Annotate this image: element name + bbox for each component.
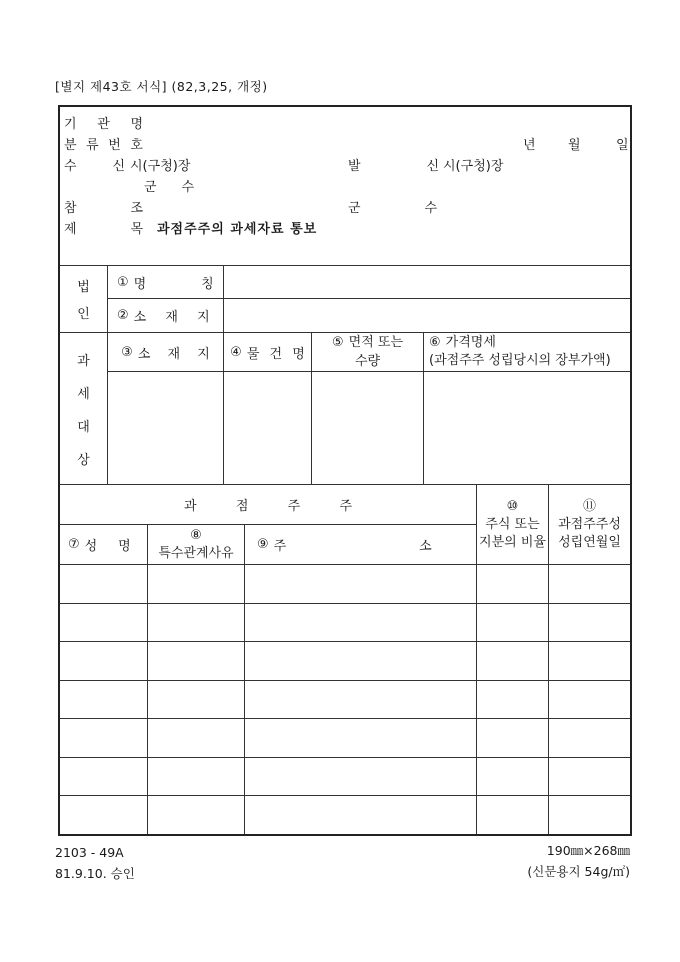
name-cell	[60, 758, 148, 796]
sender-row	[348, 155, 503, 174]
subject-row	[64, 218, 317, 237]
price-detail-value-cell	[424, 372, 630, 484]
share-ratio-cell	[477, 758, 549, 796]
establishment-date-cell	[549, 796, 630, 834]
recipient-alt-value: 군 수	[144, 180, 194, 195]
shareholders-group-label: 과 점 주 주	[184, 499, 352, 514]
paper-spec: (신문용지 54g/㎡)	[527, 864, 630, 879]
price-detail-header-cell	[424, 333, 630, 372]
circled-11-icon: ⑪	[582, 498, 596, 514]
area-quantity-value-cell	[312, 372, 424, 484]
corp-address-value-cell	[224, 299, 630, 332]
sender-alt-value: 군 수	[348, 201, 437, 216]
property-name-value-cell	[224, 372, 312, 484]
corp-address-label-cell	[108, 299, 224, 332]
name-header-cell	[60, 525, 148, 565]
recipient-label: 수 신	[64, 159, 125, 174]
name-cell	[60, 796, 148, 834]
corporation-section-label	[60, 266, 108, 332]
tax-object-section-label	[60, 333, 108, 484]
circled-4-icon: ④	[230, 344, 242, 360]
circled-2-icon: ②	[117, 308, 129, 323]
share-ratio-cell	[477, 642, 549, 680]
shareholders-group-header-cell	[60, 485, 477, 525]
corporation-section	[60, 265, 630, 332]
circled-3-icon: ③	[121, 344, 133, 360]
address-cell	[245, 604, 477, 642]
sender-value: 시(구청)장	[443, 159, 504, 174]
establishment-date-cell	[549, 604, 630, 642]
shareholders-section	[60, 484, 630, 834]
circled-7-icon: ⑦	[68, 537, 80, 552]
establishment-date-cell	[549, 642, 630, 680]
table-row	[60, 796, 630, 834]
corp-name-label: 명 칭	[133, 276, 214, 292]
share-ratio-label2: 지분의 비율	[479, 534, 546, 550]
address-cell	[245, 642, 477, 680]
location-value-cell	[108, 372, 224, 484]
agency-name-row	[64, 113, 143, 132]
establishment-date-cell	[549, 719, 630, 757]
form-revision-note: [별지 제43호 서식] (82,3,25, 개정)	[55, 79, 268, 94]
sender-alt-row	[348, 197, 437, 216]
reference-label: 참 조	[64, 201, 143, 216]
corporation-section-label-text: 법 인	[77, 280, 90, 322]
address-cell	[245, 719, 477, 757]
recipient-row	[64, 155, 190, 174]
circled-8-icon: ⑧	[190, 527, 202, 543]
share-ratio-cell	[477, 604, 549, 642]
footer-left	[55, 842, 135, 884]
table-row	[60, 719, 630, 758]
special-relation-cell	[148, 565, 245, 603]
property-name-header-cell	[224, 333, 312, 372]
circled-6-icon: ⑥	[429, 335, 441, 350]
form-table	[58, 105, 632, 836]
table-row	[60, 642, 630, 681]
form-code: 2103 - 49A	[55, 845, 124, 860]
tax-object-section-label-text: 과 세 대 상	[77, 353, 90, 468]
table-row	[60, 681, 630, 720]
special-relation-header-cell	[148, 525, 245, 565]
shareholders-header	[60, 485, 630, 565]
share-ratio-cell	[477, 565, 549, 603]
date-day-label: 일	[616, 138, 629, 153]
circled-5-icon: ⑤	[331, 335, 344, 350]
agency-name-label: 기 관 명	[64, 117, 143, 132]
establishment-date-cell	[549, 565, 630, 603]
circled-9-icon: ⑨	[257, 537, 269, 552]
name-cell	[60, 719, 148, 757]
address-header-cell	[245, 525, 477, 565]
area-quantity-label2: 수량	[354, 354, 381, 369]
shareholders-table-body	[60, 565, 630, 834]
share-ratio-label1: 주식 또는	[485, 516, 540, 532]
tax-object-section	[60, 332, 630, 484]
special-relation-cell	[148, 796, 245, 834]
corp-name-label-cell	[108, 266, 224, 299]
establishment-date-cell	[549, 758, 630, 796]
recipient-value: 시(구청)장	[130, 159, 191, 174]
circled-1-icon: ①	[117, 274, 129, 290]
classification-number-label: 분 류 번 호	[64, 138, 143, 153]
share-ratio-header-cell	[477, 485, 549, 565]
subject-label: 제 목	[64, 222, 143, 237]
recipient-alt-row	[144, 176, 194, 195]
circled-10-icon: ⑩	[506, 498, 519, 514]
name-cell	[60, 681, 148, 719]
establishment-date-cell	[549, 681, 630, 719]
name-header-label: 성 명	[84, 539, 131, 554]
area-quantity-label1: 면적 또는	[348, 335, 404, 350]
letterhead-section	[60, 107, 630, 265]
corp-name-value-cell	[224, 266, 630, 299]
special-relation-cell	[148, 681, 245, 719]
sender-label: 발 신	[348, 159, 439, 174]
date-month-label: 월	[568, 138, 581, 153]
establishment-date-header-cell	[549, 485, 630, 565]
classification-number-row	[64, 134, 143, 153]
price-detail-header-line1	[429, 334, 630, 352]
date-year-label: 년	[523, 138, 536, 153]
special-relation-cell	[148, 719, 245, 757]
address-cell	[245, 796, 477, 834]
special-relation-cell	[148, 642, 245, 680]
table-row	[60, 758, 630, 797]
special-relation-label: 특수관계사유	[158, 545, 234, 561]
address-cell	[245, 758, 477, 796]
address-header-label: 주 소	[273, 539, 432, 554]
special-relation-cell	[148, 758, 245, 796]
location-header-cell	[108, 333, 224, 372]
table-row	[60, 604, 630, 643]
area-quantity-header-line1	[332, 333, 403, 352]
establishment-date-label1: 과점주주성	[558, 516, 621, 532]
share-ratio-cell	[477, 681, 549, 719]
reference-row	[64, 197, 143, 216]
share-ratio-cell	[477, 719, 549, 757]
address-cell	[245, 565, 477, 603]
name-cell	[60, 565, 148, 603]
name-cell	[60, 604, 148, 642]
address-cell	[245, 681, 477, 719]
table-row	[60, 565, 630, 604]
property-name-header-label: 물 건 명	[246, 346, 305, 362]
subject-title: 과점주주의 과세자료 통보	[157, 222, 318, 237]
share-ratio-cell	[477, 796, 549, 834]
area-quantity-header-cell	[312, 333, 424, 372]
establishment-date-label2: 성립연월일	[558, 534, 621, 550]
location-header-label: 소 재 지	[137, 346, 210, 362]
special-relation-cell	[148, 604, 245, 642]
price-detail-label2: (과점주주 성립당시의 장부가액)	[429, 353, 611, 368]
approval-date: 81.9.10. 승인	[55, 866, 135, 881]
corp-address-label: 소 재 지	[133, 310, 210, 325]
name-cell	[60, 642, 148, 680]
footer-right	[527, 840, 630, 882]
paper-size: 190㎜×268㎜	[546, 843, 630, 858]
price-detail-label1: 가격명세	[445, 335, 496, 350]
